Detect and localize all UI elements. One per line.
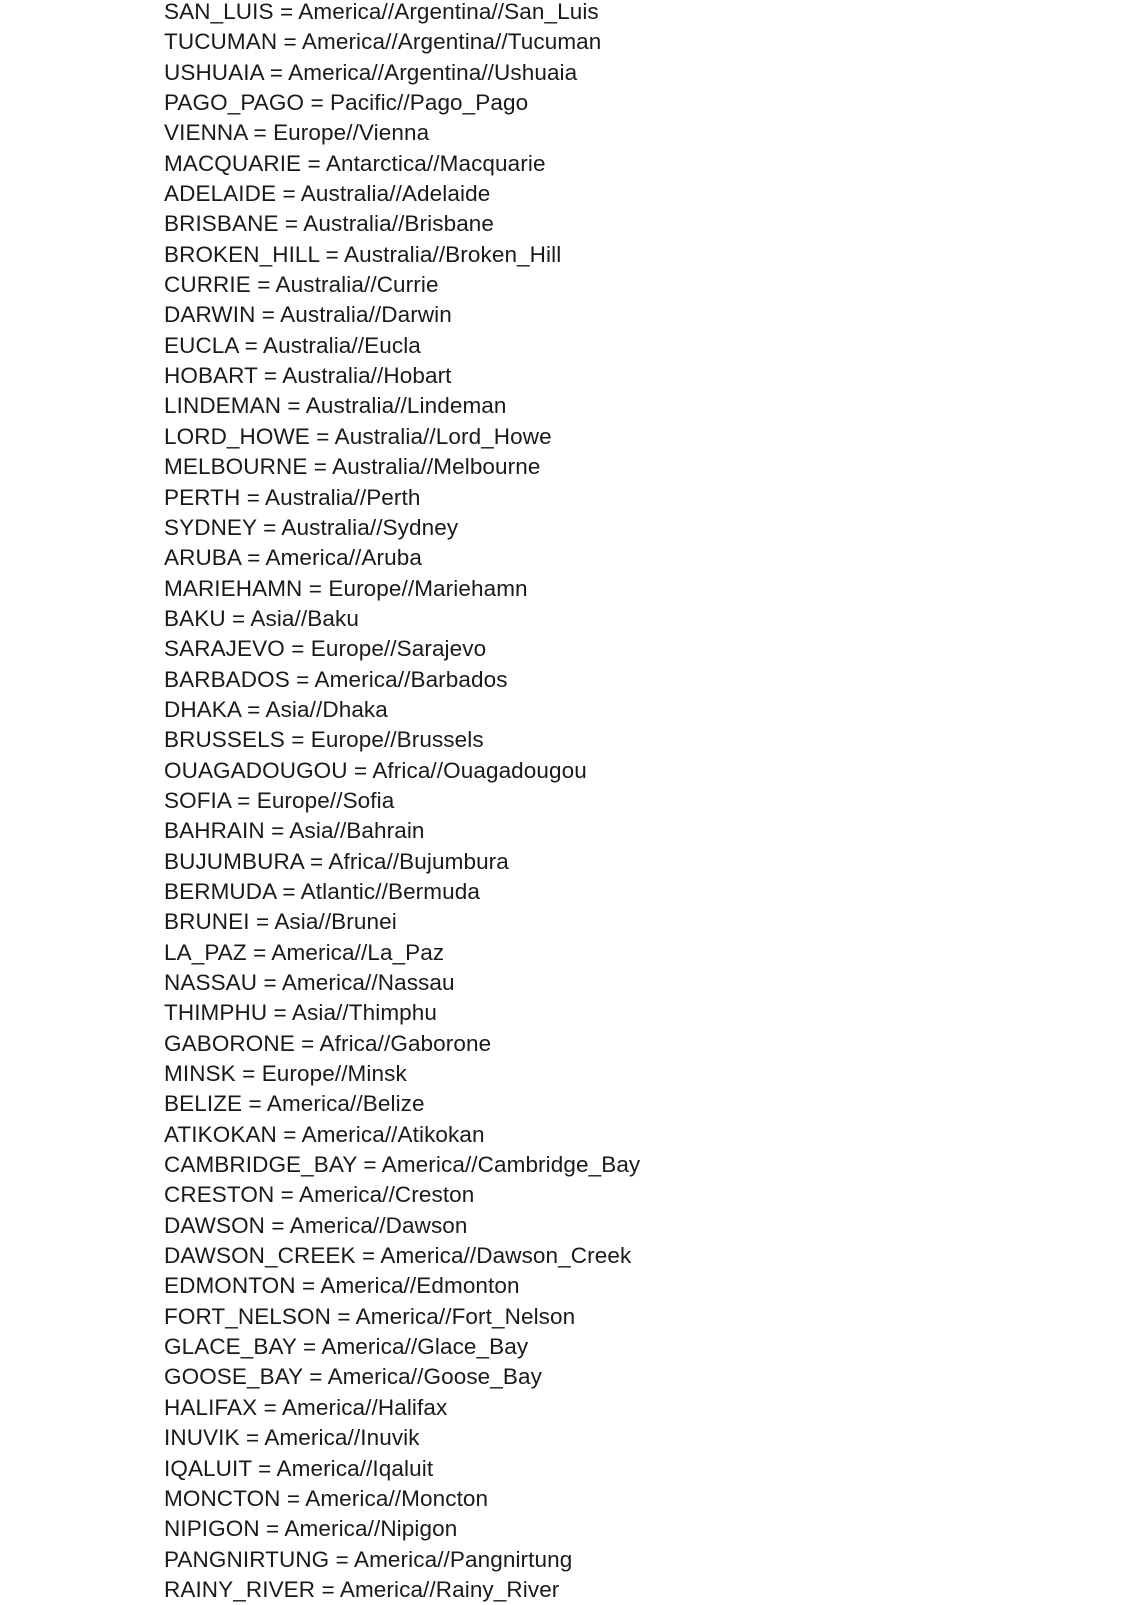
- list-item: BRUNEI = Asia//Brunei: [164, 909, 397, 935]
- list-item: BROKEN_HILL = Australia//Broken_Hill: [164, 241, 562, 267]
- list-item: PAGO_PAGO = Pacific//Pago_Pago: [164, 90, 529, 116]
- list-item: HOBART = Australia//Hobart: [164, 363, 452, 389]
- list-item: FORT_NELSON = America//Fort_Nelson: [164, 1303, 576, 1329]
- list-item: OUAGADOUGOU = Africa//Ouagadougou: [164, 757, 587, 783]
- list-item: NIPIGON = America//Nipigon: [164, 1516, 458, 1542]
- list-item: TUCUMAN = America//Argentina//Tucuman: [164, 29, 602, 55]
- list-item: DAWSON = America//Dawson: [164, 1212, 468, 1238]
- list-item: EDMONTON = America//Edmonton: [164, 1273, 520, 1299]
- list-item: ATIKOKAN = America//Atikokan: [164, 1121, 485, 1147]
- list-item: IQALUIT = America//Iqaluit: [164, 1455, 434, 1481]
- list-item: BUJUMBURA = Africa//Bujumbura: [164, 848, 509, 874]
- list-item: NASSAU = America//Nassau: [164, 970, 455, 995]
- list-item: MINSK = Europe//Minsk: [164, 1061, 407, 1087]
- list-item: RAINY_RIVER = America//Rainy_River: [164, 1576, 560, 1602]
- list-item: LA_PAZ = America//La_Paz: [164, 939, 445, 965]
- list-item: MELBOURNE = Australia//Melbourne: [164, 454, 541, 480]
- list-item: PANGNIRTUNG = America//Pangnirtung: [164, 1546, 573, 1572]
- list-item: BELIZE = America//Belize: [164, 1091, 425, 1117]
- list-item: MARIEHAMN = Europe//Mariehamn: [164, 575, 528, 601]
- list-item: CURRIE = Australia//Currie: [164, 272, 439, 298]
- list-item: ADELAIDE = Australia//Adelaide: [164, 181, 491, 207]
- list-item: MONCTON = America//Moncton: [164, 1485, 489, 1511]
- list-item: INUVIK = America//Inuvik: [164, 1425, 420, 1451]
- list-item: CRESTON = America//Creston: [164, 1182, 475, 1208]
- list-item: SOFIA = Europe//Sofia: [164, 787, 395, 813]
- list-item: DHAKA = Asia//Dhaka: [164, 696, 388, 722]
- list-item: THIMPHU = Asia//Thimphu: [164, 1000, 438, 1026]
- list-item: ARUBA = America//Aruba: [164, 545, 422, 571]
- timezone-list: [164, 0, 640, 1605]
- list-item: BRISBANE = Australia//Brisbane: [164, 211, 495, 237]
- list-item: VIENNA = Europe//Vienna: [164, 120, 430, 146]
- list-item: MACQUARIE = Antarctica//Macquarie: [164, 150, 546, 176]
- list-item: PERTH = Australia//Perth: [164, 484, 421, 510]
- list-item: SAN_LUIS = America//Argentina//San_Luis: [164, 0, 599, 24]
- list-item: GABORONE = Africa//Gaborone: [164, 1030, 492, 1056]
- list-item: DAWSON_CREEK = America//Dawson_Creek: [164, 1243, 632, 1269]
- list-item: LORD_HOWE = Australia//Lord_Howe: [164, 423, 552, 449]
- list-item: BRUSSELS = Europe//Brussels: [164, 727, 484, 753]
- list-item: BARBADOS = America//Barbados: [164, 666, 508, 692]
- list-item: BAKU = Asia//Baku: [164, 605, 359, 631]
- list-item: HALIFAX = America//Halifax: [164, 1394, 448, 1420]
- list-item: GLACE_BAY = America//Glace_Bay: [164, 1334, 529, 1360]
- list-item: GOOSE_BAY = America//Goose_Bay: [164, 1364, 542, 1390]
- list-item: LINDEMAN = Australia//Lindeman: [164, 393, 507, 419]
- list-item: BAHRAIN = Asia//Bahrain: [164, 818, 425, 844]
- list-item: BERMUDA = Atlantic//Bermuda: [164, 878, 480, 904]
- list-item: SARAJEVO = Europe//Sarajevo: [164, 636, 487, 662]
- list-item: USHUAIA = America//Argentina//Ushuaia: [164, 59, 578, 85]
- list-item: EUCLA = Australia//Eucla: [164, 332, 421, 358]
- list-item: CAMBRIDGE_BAY = America//Cambridge_Bay: [164, 1152, 641, 1178]
- list-item: DARWIN = Australia//Darwin: [164, 302, 452, 328]
- list-item: SYDNEY = Australia//Sydney: [164, 514, 459, 540]
